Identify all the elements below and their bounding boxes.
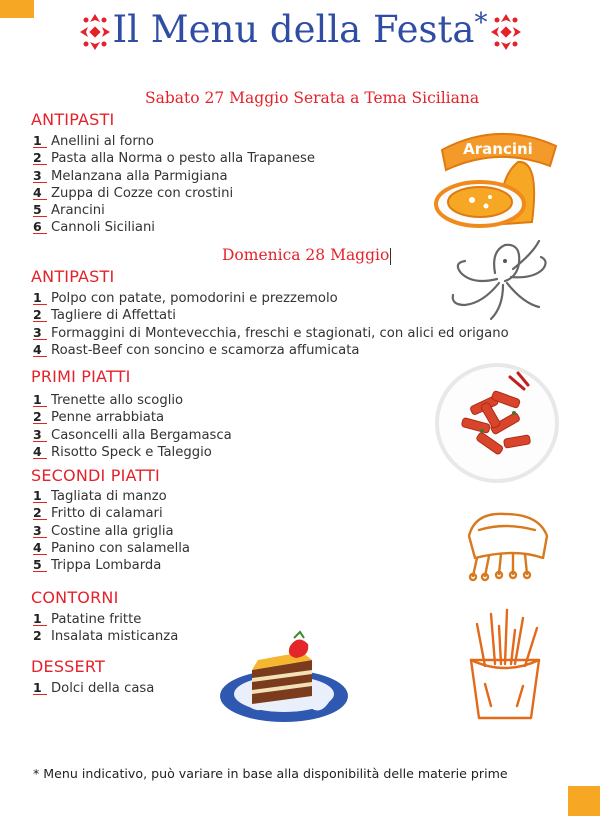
arancini-illustration (428, 120, 568, 230)
list-item: 5 Trippa Lombarda (33, 557, 162, 574)
page-title: Il Menu della Festa* (112, 8, 488, 51)
list-item: 1 Polpo con patate, pomodorini e prezzemolo (33, 290, 338, 306)
list-item: 3 Casoncelli alla Bergamasca (33, 426, 232, 443)
list-item: 3 Melanzana alla Parmigiana (33, 167, 228, 184)
menu-list-primi (33, 392, 232, 461)
section-antipasti-sat: ANTIPASTI (31, 110, 115, 129)
list-item: 6 Cannoli Siciliani (33, 219, 155, 236)
menu-list-antipasti-sun (33, 290, 509, 359)
list-item: 4 Panino con salamella (33, 539, 191, 556)
footnote: * Menu indicativo, può variare in base alla disponibilità delle materie prime (33, 766, 508, 781)
ribs-illustration (455, 506, 555, 582)
list-item: 2 Fritto di calamari (33, 505, 163, 522)
penne-plate-photo (432, 361, 562, 485)
list-item: 2 Pasta alla Norma o pesto alla Trapanese (33, 150, 315, 167)
list-item: 1 Dolci della casa (33, 680, 155, 696)
list-item: 1 Tagliata di manzo (33, 488, 167, 504)
list-item: 2 Tagliere di Affettati (33, 307, 176, 324)
sicilian-ornament-icon (489, 12, 523, 52)
list-item: 4 Roast-Beef con soncino e scamorza affumicata (33, 341, 360, 358)
menu-list-contorni (33, 611, 178, 646)
day2-heading: Domenica 28 Maggio (222, 246, 390, 264)
section-antipasti-sun: ANTIPASTI (31, 267, 115, 286)
list-item: 2 Insalata misticanza (33, 628, 179, 645)
section-secondi-piatti: SECONDI PIATTI (31, 466, 160, 485)
french-fries-illustration (455, 606, 555, 726)
cake-slice-illustration (218, 630, 350, 726)
list-item: 1 Patatine fritte (33, 611, 142, 627)
section-primi-piatti: PRIMI PIATTI (31, 367, 131, 386)
menu-list-antipasti-sat (33, 133, 315, 237)
menu-list-secondi (33, 488, 190, 574)
list-item: 4 Risotto Speck e Taleggio (33, 443, 212, 460)
list-item: 2 Penne arrabbiata (33, 409, 165, 426)
list-item: 1 Trenette allo scoglio (33, 392, 184, 408)
svg-text:Arancini: Arancini (463, 140, 533, 158)
day1-heading: Sabato 27 Maggio Serata a Tema Siciliana (145, 89, 480, 107)
corner-decoration (568, 786, 600, 816)
section-contorni: CONTORNI (31, 588, 119, 607)
octopus-illustration (443, 233, 553, 323)
section-dessert: DESSERT (31, 657, 105, 676)
list-item: 4 Zuppa di Cozze con crostini (33, 184, 234, 201)
list-item: 5 Arancini (33, 202, 105, 219)
list-item: 3 Costine alla griglia (33, 522, 174, 539)
menu-list-dessert (33, 680, 154, 697)
list-item: 1 Anellini al forno (33, 133, 154, 149)
list-item: 3 Formaggini di Montevecchia, freschi e stagionati, con alici ed origano (33, 324, 509, 341)
